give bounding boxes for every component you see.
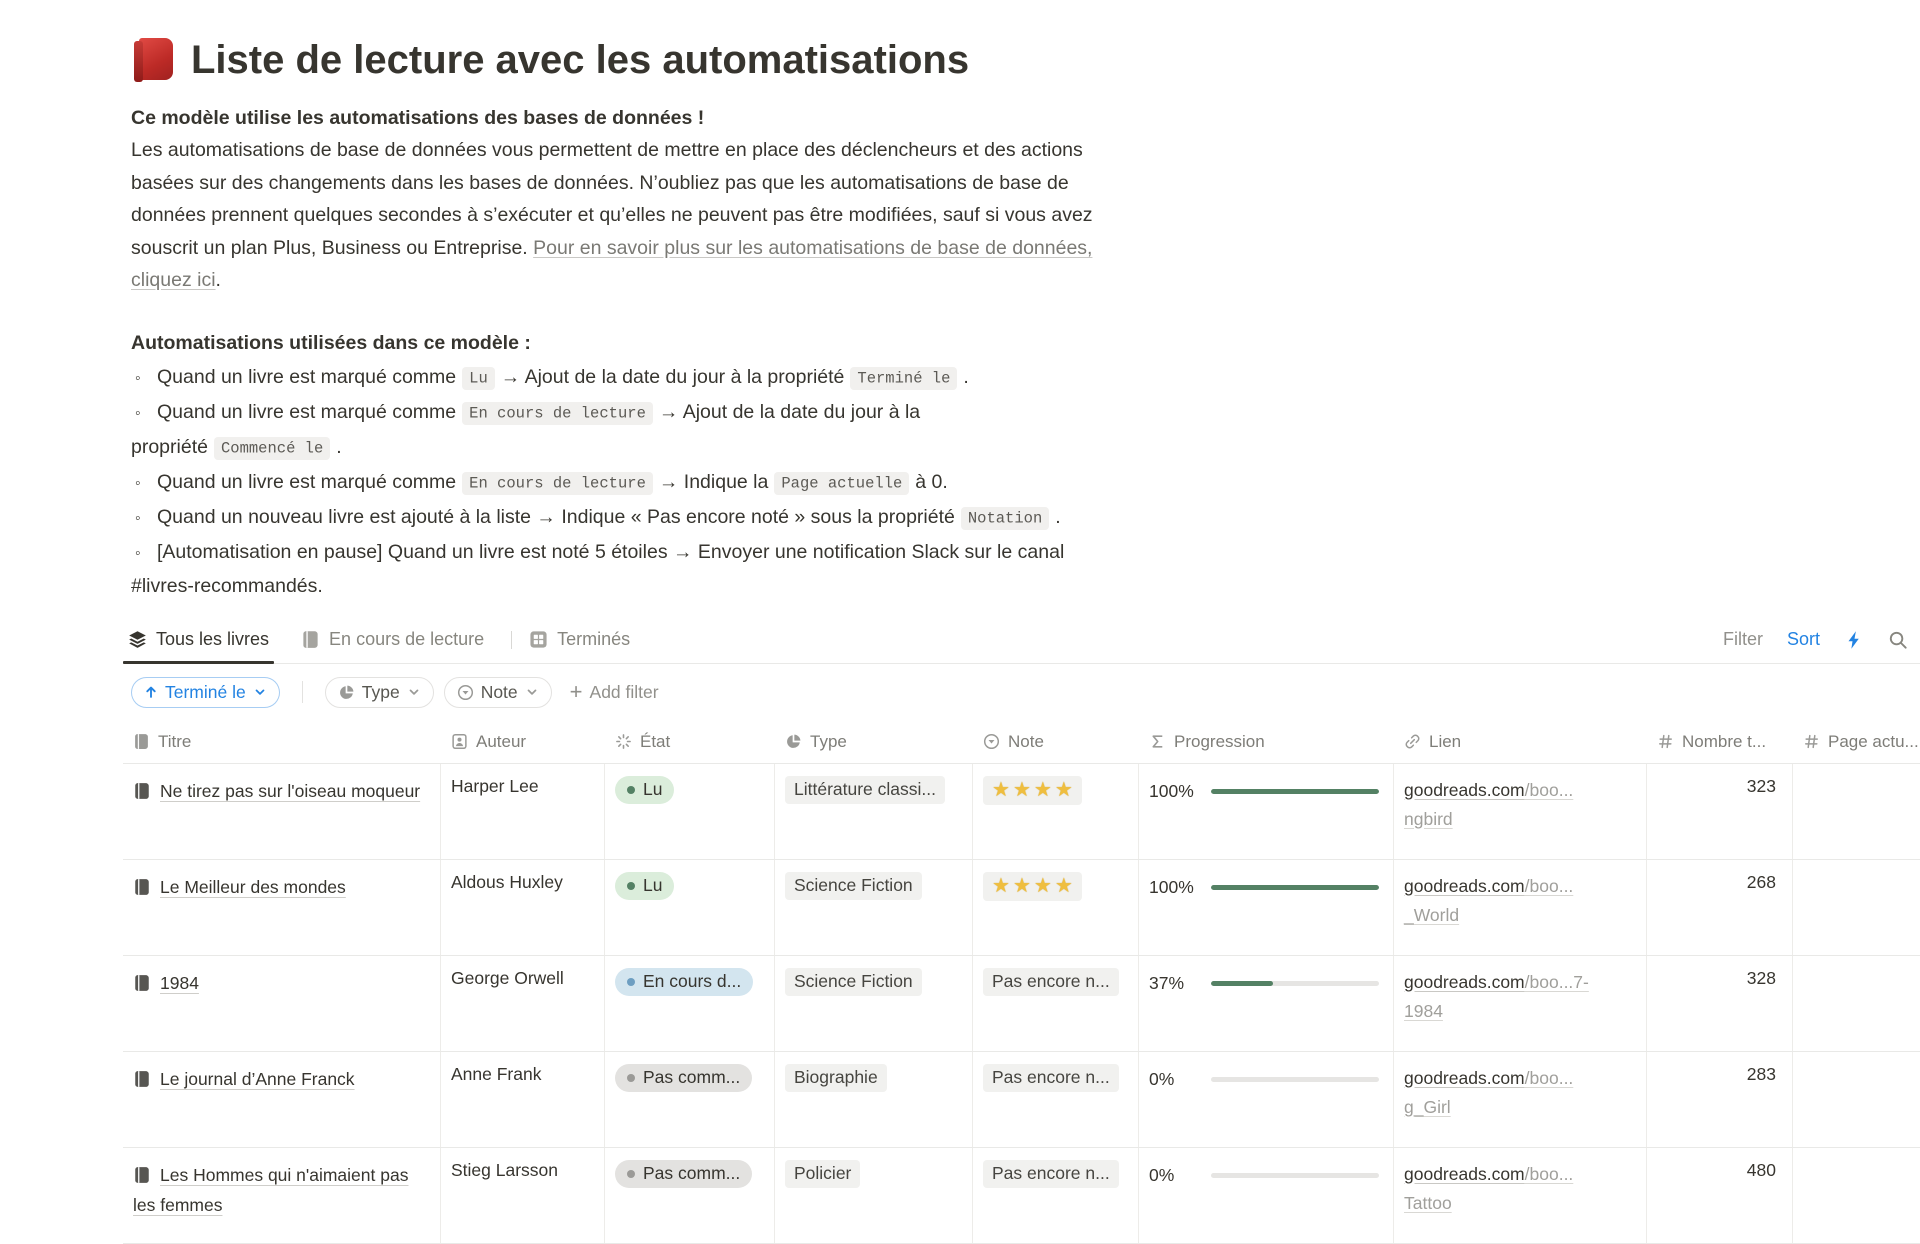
type-cell[interactable] (775, 1052, 973, 1147)
book-title-link[interactable]: Ne tirez pas sur l'oiseau moqueur (160, 780, 421, 801)
status-label: Lu (643, 875, 663, 895)
title-cell[interactable] (123, 1148, 441, 1243)
sort-chip-label: Terminé le (165, 681, 246, 702)
bullet-marker: ◦ (135, 404, 141, 422)
filter-button[interactable]: Filter (1722, 629, 1763, 649)
star-icon: ★ (1054, 874, 1073, 897)
progress-percent: 100% (1149, 780, 1194, 801)
link-line-1 (1404, 968, 1636, 997)
table-row (123, 764, 1920, 860)
type-cell[interactable] (775, 1148, 973, 1243)
status-dot (627, 1170, 635, 1178)
column-header-page-actuelle[interactable] (1793, 721, 1920, 763)
column-label: Lien (1429, 731, 1462, 751)
inline-code-chip: En cours de lecture (462, 402, 653, 425)
title-cell[interactable] (123, 860, 441, 955)
progression-cell[interactable] (1139, 1052, 1394, 1147)
book-icon (133, 875, 151, 893)
note-tag[interactable]: Pas encore n... (983, 968, 1119, 996)
status-badge[interactable] (615, 1160, 752, 1188)
link-path[interactable]: /boo... (1524, 1163, 1574, 1184)
automation-bullet (131, 396, 1099, 466)
table-row (123, 1052, 1920, 1148)
total-pages-cell[interactable]: 480 (1647, 1148, 1793, 1243)
progression-cell[interactable] (1139, 1148, 1394, 1243)
link-path[interactable]: g_Girl (1404, 1096, 1451, 1117)
note-cell[interactable] (973, 1052, 1139, 1147)
link-path[interactable]: _World (1404, 904, 1460, 925)
link-line-2 (1404, 1189, 1636, 1218)
progress-indicator (1149, 776, 1383, 802)
column-header-titre[interactable] (123, 721, 441, 763)
bullet-marker: ◦ (135, 474, 141, 492)
author-cell[interactable]: Stieg Larsson (441, 1148, 605, 1243)
bullet-text: Quand un livre est marqué comme Lu → Ajout de la date du jour à la propriété Terminé le . (157, 366, 969, 388)
progress-indicator (1149, 1160, 1383, 1186)
link-line-1 (1404, 1160, 1636, 1189)
status-dot (627, 882, 635, 890)
status-label: Lu (643, 779, 663, 799)
column-header-nombre-total[interactable] (1647, 721, 1793, 763)
tab-label: Tous les livres (156, 629, 270, 649)
star-icon: ★ (992, 874, 1010, 897)
star-icon: ★ (1012, 874, 1031, 897)
link-cell[interactable] (1394, 1052, 1647, 1147)
automation-bullet (131, 501, 1099, 536)
type-tag[interactable]: Policier (785, 1160, 860, 1188)
progress-bar (1211, 981, 1379, 986)
status-badge[interactable] (615, 872, 674, 900)
chevron-down-icon (525, 685, 539, 699)
author-cell[interactable]: Aldous Huxley (441, 860, 605, 955)
table-row (123, 860, 1920, 956)
tab-tous-les-livres[interactable] (123, 617, 274, 663)
book-icon (133, 1067, 151, 1085)
type-tag[interactable]: Littérature classi... (785, 776, 945, 804)
current-page-cell[interactable] (1793, 1148, 1920, 1243)
filter-chip-label: Note (480, 681, 518, 702)
inline-code-chip: En cours de lecture (462, 472, 653, 495)
title-cell[interactable] (123, 764, 441, 859)
books-table (123, 721, 1920, 1244)
link-line-2 (1404, 997, 1636, 1026)
select-icon (983, 733, 1000, 750)
bullet-text: [Automatisation en pause] Quand un livre est noté 5 étoiles → Envoyer une notification Slack sur le canal #livres-recommandés. (131, 540, 1065, 597)
filter-bar (123, 664, 1920, 721)
filter-divider (302, 681, 303, 703)
add-filter-button[interactable] (570, 681, 659, 703)
link-line-1 (1404, 1064, 1636, 1093)
hash-icon (1657, 733, 1674, 750)
page-content (131, 0, 1099, 603)
filter-chip-type[interactable] (325, 677, 434, 708)
filter-chip-label: Type (361, 681, 400, 702)
note-cell[interactable] (973, 764, 1139, 859)
link-icon (1404, 733, 1421, 750)
page-title-text: Liste de lecture avec les automatisations (191, 38, 970, 82)
progress-indicator (1149, 872, 1383, 898)
status-cell[interactable] (605, 1052, 775, 1147)
link-cell[interactable] (1394, 860, 1647, 955)
select-icon (457, 684, 474, 701)
total-pages-cell[interactable]: 283 (1647, 1052, 1793, 1147)
total-pages-cell[interactable]: 323 (1647, 764, 1793, 859)
status-icon (615, 733, 632, 750)
title-cell[interactable] (123, 956, 441, 1051)
table-body (123, 764, 1920, 1244)
note-cell[interactable] (973, 1148, 1139, 1243)
sort-button[interactable]: Sort (1786, 629, 1820, 649)
status-label: En cours d... (643, 971, 742, 991)
lightning-icon[interactable] (1844, 630, 1864, 650)
type-tag[interactable]: Science Fiction (785, 872, 922, 900)
tab-label: En cours de lecture (329, 629, 485, 649)
bullet-text: Quand un livre est marqué comme En cours de lecture → Indique la Page actuelle à 0. (157, 471, 948, 493)
table-header (123, 721, 1920, 764)
type-cell[interactable] (775, 764, 973, 859)
link-path[interactable]: /boo... (1524, 1067, 1574, 1088)
inline-code-chip: Notation (961, 507, 1049, 530)
intro-period: . (215, 269, 221, 291)
status-label: Pas comm... (643, 1163, 741, 1183)
chevron-down-icon (253, 685, 267, 699)
book-title-link[interactable]: Le Meilleur des mondes (160, 876, 346, 897)
column-label: Page actu... (1828, 731, 1919, 751)
automations-list (131, 361, 1099, 603)
bullet-marker: ◦ (135, 509, 141, 527)
filter-chip-note[interactable] (444, 677, 552, 708)
link-line-1 (1404, 872, 1636, 901)
star-icon: ★ (1033, 874, 1052, 897)
view-tabs (123, 617, 1920, 664)
search-icon[interactable] (1888, 630, 1908, 650)
column-header-etat[interactable] (605, 721, 775, 763)
current-page-cell[interactable] (1793, 956, 1920, 1051)
progress-indicator (1149, 1064, 1383, 1090)
column-label: État (640, 731, 671, 751)
type-tag[interactable]: Science Fiction (785, 968, 922, 996)
total-pages-cell[interactable]: 268 (1647, 860, 1793, 955)
book-title-link[interactable]: 1984 (160, 972, 199, 993)
link-line-2 (1404, 805, 1636, 834)
link-cell[interactable] (1394, 1148, 1647, 1243)
type-cell[interactable] (775, 860, 973, 955)
book-icon (301, 630, 320, 649)
progress-bar (1211, 789, 1379, 794)
link-cell[interactable] (1394, 764, 1647, 859)
star-icon: ★ (1054, 778, 1073, 801)
pie-icon (785, 733, 802, 750)
star-rating[interactable] (983, 872, 1082, 901)
progress-bar-fill (1211, 981, 1273, 986)
column-header-lien[interactable] (1394, 721, 1647, 763)
bullet-marker: ◦ (135, 369, 141, 387)
status-badge[interactable] (615, 776, 674, 804)
status-label: Pas comm... (643, 1067, 741, 1087)
automation-bullet (131, 361, 1099, 396)
page-title (131, 34, 1099, 86)
progress-bar (1211, 1077, 1379, 1082)
column-header-type[interactable] (775, 721, 973, 763)
note-cell[interactable] (973, 860, 1139, 955)
inline-code-chip: Page actuelle (774, 472, 909, 495)
column-header-progression[interactable] (1139, 721, 1394, 763)
link-path[interactable]: /boo... (1524, 875, 1574, 896)
link-line-1 (1404, 776, 1636, 805)
progress-percent: 100% (1149, 876, 1194, 897)
progress-bar-fill (1211, 789, 1379, 794)
hash-icon (1803, 733, 1820, 750)
star-icon: ★ (1012, 778, 1031, 801)
column-label: Titre (158, 731, 192, 751)
link-path[interactable]: Tattoo (1404, 1192, 1452, 1213)
progress-bar (1211, 885, 1379, 890)
progression-cell[interactable] (1139, 860, 1394, 955)
book-title-link[interactable]: Les Hommes qui n'aimaient pas les femmes (133, 1164, 409, 1215)
link-path[interactable]: /boo... (1524, 779, 1574, 800)
star-icon: ★ (1033, 778, 1052, 801)
add-filter-label: Add filter (589, 681, 659, 702)
status-dot (627, 786, 635, 794)
title-cell[interactable] (123, 1052, 441, 1147)
gallery-icon (529, 630, 548, 649)
progress-percent: 0% (1149, 1068, 1175, 1089)
status-badge[interactable] (615, 968, 753, 996)
book-title-link[interactable]: Le journal d’Anne Franck (160, 1068, 355, 1089)
link-path[interactable]: /boo...7- (1524, 971, 1589, 992)
bullet-text: Quand un livre est marqué comme En cours de lecture → Ajout de la date du jour à la propriété Commencé le . (131, 401, 920, 458)
column-label: Type (810, 731, 847, 751)
progress-indicator (1149, 968, 1383, 994)
column-header-auteur[interactable] (441, 721, 605, 763)
link-path[interactable]: 1984 (1404, 1000, 1443, 1021)
status-cell[interactable] (605, 764, 775, 859)
table-row (123, 1148, 1920, 1244)
stack-icon (128, 630, 147, 649)
note-tag[interactable]: Pas encore n... (983, 1160, 1119, 1188)
book-icon (133, 1163, 151, 1181)
link-path[interactable]: ngbird (1404, 808, 1453, 829)
intro-paragraph (131, 134, 1099, 297)
link-domain[interactable]: goodreads.com (1404, 1163, 1525, 1184)
progression-cell[interactable] (1139, 764, 1394, 859)
note-cell[interactable] (973, 956, 1139, 1051)
link-domain[interactable]: goodreads.com (1404, 971, 1525, 992)
inline-code-chip: Lu (462, 367, 495, 390)
tab-label: Terminés (557, 629, 631, 649)
author-cell[interactable]: George Orwell (441, 956, 605, 1051)
arrow-up-icon (144, 685, 158, 699)
intro-bold-line: Ce modèle utilise les automatisations des bases de données ! (131, 107, 705, 129)
book-icon (133, 971, 151, 989)
status-badge[interactable] (615, 1064, 752, 1092)
column-label: Nombre t... (1682, 731, 1767, 751)
author-cell[interactable]: Harper Lee (441, 764, 605, 859)
note-tag[interactable]: Pas encore n... (983, 1064, 1119, 1092)
chevron-down-icon (407, 685, 421, 699)
current-page-cell[interactable] (1793, 764, 1920, 859)
link-domain[interactable]: goodreads.com (1404, 779, 1525, 800)
current-page-cell[interactable] (1793, 860, 1920, 955)
tab-en-cours-de-lecture[interactable] (296, 617, 489, 663)
sort-chip-termine-le[interactable] (131, 677, 280, 708)
bullet-marker: ◦ (135, 544, 141, 562)
red-book-emoji (131, 37, 175, 83)
learn-more-link[interactable]: Pour en savoir plus sur les automatisations de base de données, cliquez ici (131, 236, 1093, 291)
automations-heading: Automatisations utilisées dans ce modèle : (131, 331, 531, 354)
column-label: Progression (1174, 731, 1265, 751)
database-view (123, 603, 1920, 1244)
progress-bar (1211, 1173, 1379, 1178)
status-dot (627, 1074, 635, 1082)
view-toolbar (1723, 629, 1920, 650)
total-pages-cell[interactable]: 328 (1647, 956, 1793, 1051)
column-label: Auteur (476, 731, 527, 751)
progress-percent: 37% (1149, 972, 1185, 993)
type-tag[interactable]: Biographie (785, 1064, 887, 1092)
inline-code-chip: Terminé le (850, 367, 957, 390)
plus-icon: + (569, 679, 583, 704)
automation-bullet (131, 536, 1099, 603)
book-icon (133, 779, 151, 797)
progression-cell[interactable] (1139, 956, 1394, 1051)
link-domain[interactable]: goodreads.com (1404, 1067, 1525, 1088)
table-row (123, 956, 1920, 1052)
type-cell[interactable] (775, 956, 973, 1051)
status-cell[interactable] (605, 956, 775, 1051)
person-icon (451, 733, 468, 750)
intro-text: Les automatisations de base de données vous permettent de mettre en place des déclencheurs et des actions basées sur des changements dans les bases de données. N’oubliez pas que les automatisations de base de données prennent quelques secondes à s’exécuter et qu’elles ne peuvent pas être modifiées, sauf si vous avez souscrit un plan Plus, Business ou Entreprise. (131, 139, 1093, 259)
status-cell[interactable] (605, 1148, 775, 1243)
sigma-icon (1149, 733, 1166, 750)
current-page-cell[interactable] (1793, 1052, 1920, 1147)
bullet-text: Quand un nouveau livre est ajouté à la liste → Indique « Pas encore noté » sous la propriété Notation . (157, 506, 1061, 528)
link-cell[interactable] (1394, 956, 1647, 1051)
status-dot (627, 978, 635, 986)
tab-termines[interactable] (524, 617, 635, 663)
link-domain[interactable]: goodreads.com (1404, 875, 1525, 896)
star-rating[interactable] (983, 776, 1082, 805)
column-label: Note (1008, 731, 1044, 751)
inline-code-chip: Commencé le (214, 437, 330, 460)
automation-bullet (131, 466, 1099, 501)
progress-bar-fill (1211, 885, 1379, 890)
star-icon: ★ (992, 778, 1010, 801)
column-header-note[interactable] (973, 721, 1139, 763)
book-icon (133, 733, 150, 750)
status-cell[interactable] (605, 860, 775, 955)
author-cell[interactable]: Anne Frank (441, 1052, 605, 1147)
tab-divider (511, 631, 512, 649)
progress-percent: 0% (1149, 1164, 1175, 1185)
link-line-2 (1404, 1093, 1636, 1122)
link-line-2 (1404, 901, 1636, 930)
pie-chart-icon (338, 684, 355, 701)
